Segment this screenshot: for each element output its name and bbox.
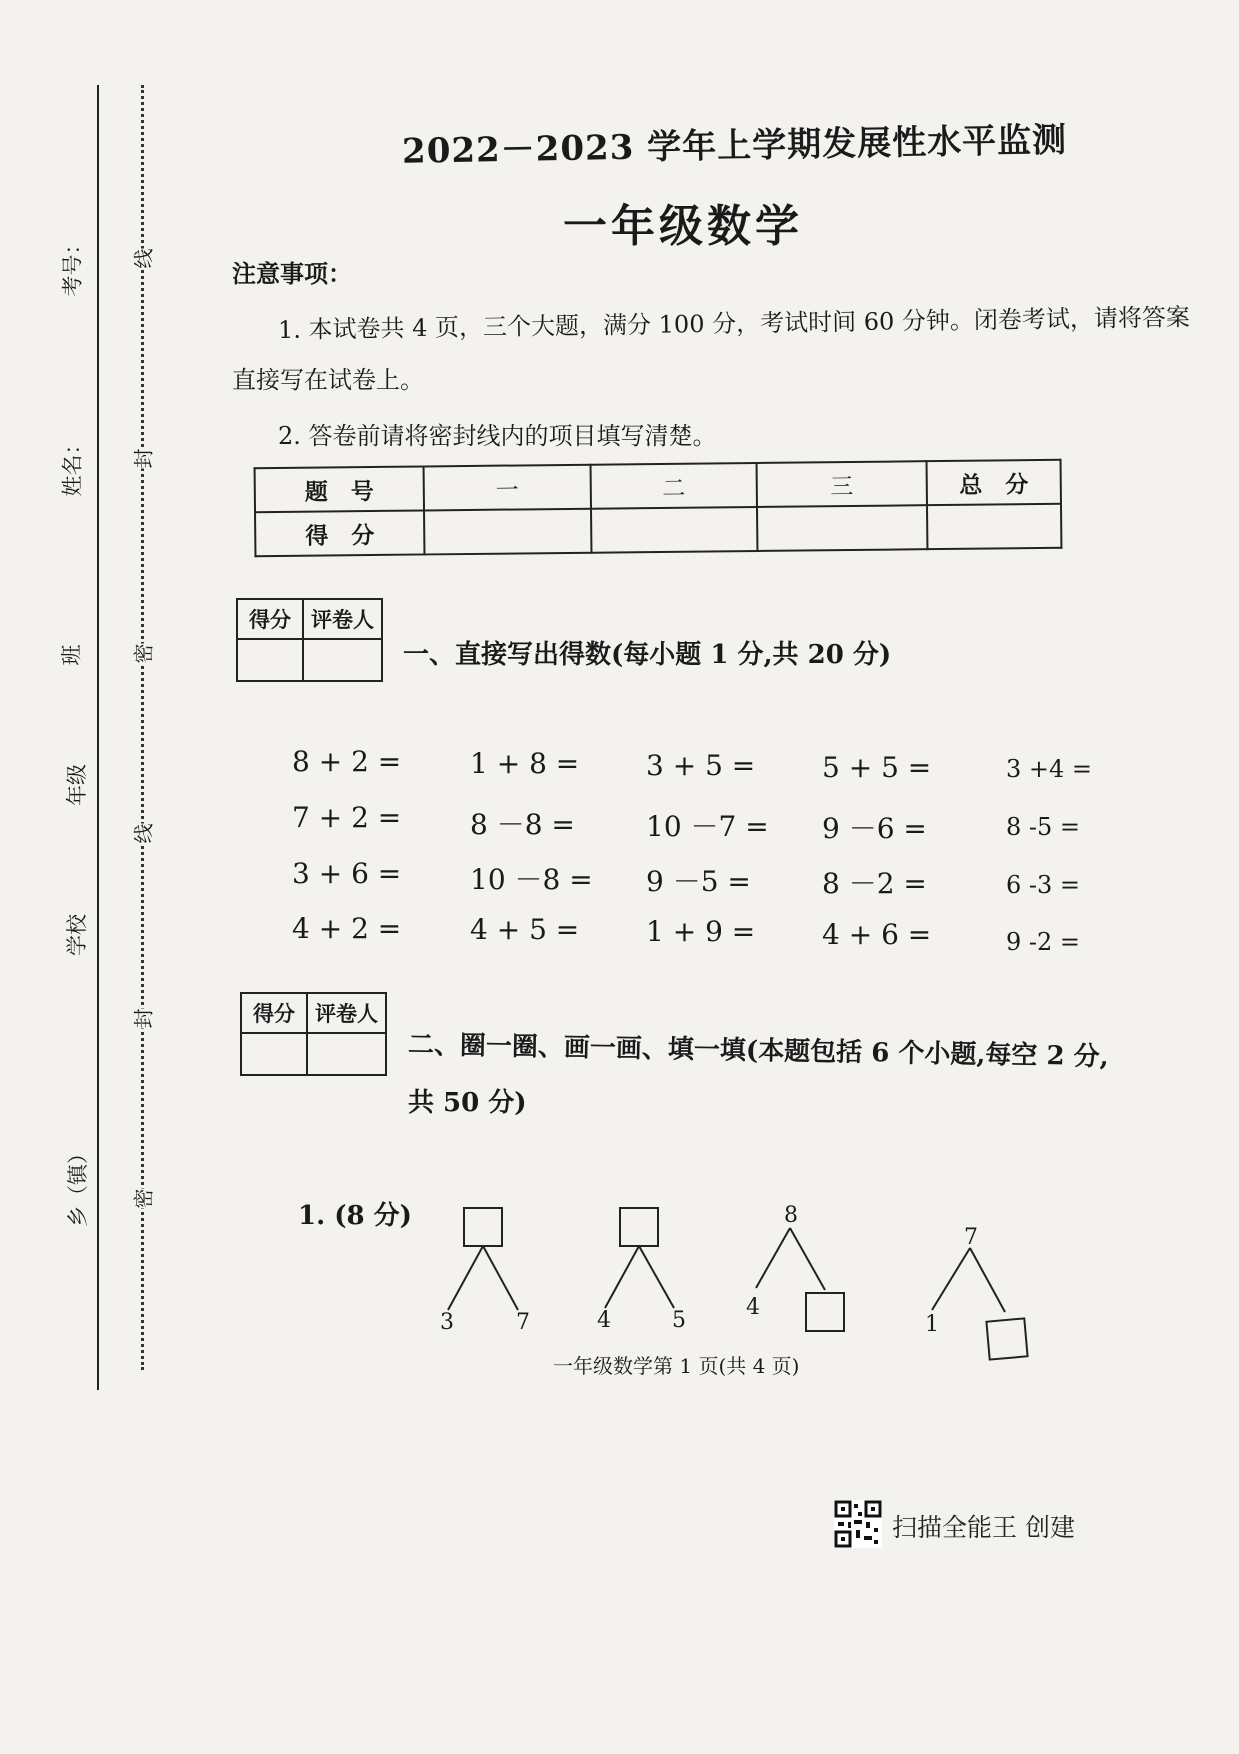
scanner-watermark: 扫描全能王 创建 bbox=[892, 1513, 1075, 1542]
notice-item1-line1: 1. 本试卷共 4 页，三个大题，满分 100 分，考试时间 60 分钟。闭卷考试，请将答案 bbox=[277, 303, 1191, 344]
score-cell-3[interactable] bbox=[757, 505, 927, 551]
equation: 3 +4 = bbox=[1006, 755, 1093, 783]
grader-score-label: 得分 bbox=[241, 993, 307, 1033]
equation: 8 -5 = bbox=[1006, 813, 1081, 841]
school-label: 学校 bbox=[65, 914, 89, 956]
town-label: 乡（镇） bbox=[66, 1143, 90, 1227]
bond-branch bbox=[605, 1246, 639, 1308]
equation: 4 + 2 = bbox=[292, 912, 402, 945]
seal-char-xian-1: 线 bbox=[124, 249, 161, 269]
equation: 8 －2 = bbox=[822, 867, 927, 900]
answer-box bbox=[620, 1208, 658, 1246]
section1-grader-box bbox=[236, 598, 383, 682]
grade-label: 年级 bbox=[65, 764, 89, 806]
equation: 1 + 9 = bbox=[646, 915, 756, 948]
answer-box bbox=[464, 1208, 502, 1246]
grader-score-label: 得分 bbox=[237, 599, 303, 639]
bond-top-number: 7 bbox=[964, 1225, 978, 1250]
equation: 10 －8 = bbox=[470, 863, 593, 896]
bond-left-number: 4 bbox=[597, 1308, 611, 1333]
equation: 10 －7 = bbox=[646, 810, 769, 843]
seal-char-feng-2: 封 bbox=[124, 1009, 161, 1029]
question1-label: 1. (8 分) bbox=[298, 1201, 412, 1231]
bond-top-number: 8 bbox=[784, 1203, 798, 1228]
bond-left-number: 1 bbox=[925, 1312, 939, 1337]
bond-left-number: 4 bbox=[746, 1295, 760, 1320]
grader-name-label: 评卷人 bbox=[303, 599, 382, 639]
score-table-header-1: 一 bbox=[424, 465, 591, 511]
margin-solid-line bbox=[97, 85, 99, 1390]
equation: 6 -3 = bbox=[1006, 871, 1081, 899]
grader-name-cell[interactable] bbox=[307, 1033, 386, 1075]
grader-score-cell[interactable] bbox=[241, 1033, 307, 1075]
seal-char-mi-2: 密 bbox=[124, 1189, 161, 1209]
section2-grader-box bbox=[240, 992, 387, 1076]
bond-branch bbox=[790, 1228, 825, 1290]
equation: 3 + 6 = bbox=[292, 857, 402, 890]
bond-branch bbox=[756, 1228, 790, 1288]
class-label: 班 bbox=[59, 644, 84, 666]
exam-number-label: 考号： bbox=[60, 233, 85, 297]
exam-title: 一年级数学 bbox=[563, 201, 803, 252]
score-table bbox=[254, 459, 1063, 557]
score-table-row-label: 得 分 bbox=[255, 510, 424, 556]
equation: 4 + 5 = bbox=[470, 913, 580, 946]
equation: 1 + 8 = bbox=[470, 747, 580, 780]
notice-item1-line2: 直接写在试卷上。 bbox=[232, 366, 424, 394]
bond-branch bbox=[483, 1246, 518, 1310]
equation: 9 -2 = bbox=[1006, 928, 1081, 956]
section1-title: 一、直接写出得数(每小题 1 分,共 20 分) bbox=[403, 640, 892, 670]
equation: 8 + 2 = bbox=[292, 745, 402, 778]
equation: 3 + 5 = bbox=[646, 749, 756, 782]
equation: 5 + 5 = bbox=[822, 751, 932, 784]
equation: 8 －8 = bbox=[470, 808, 575, 841]
exam-subtitle: 2022－2023 学年上学期发展性水平监测 bbox=[401, 120, 1068, 172]
bond-branch bbox=[448, 1246, 483, 1310]
equation: 4 + 6 = bbox=[822, 918, 932, 951]
qr-code-icon bbox=[834, 1500, 882, 1548]
score-table-header-total: 总 分 bbox=[927, 460, 1061, 505]
bond-branch bbox=[932, 1248, 970, 1310]
name-label: 姓名： bbox=[60, 433, 85, 497]
answer-box bbox=[806, 1293, 844, 1331]
notice-item2: 2. 答卷前请将密封线内的项目填写清楚。 bbox=[278, 422, 717, 450]
bond-left-number: 3 bbox=[440, 1310, 454, 1335]
score-cell-2[interactable] bbox=[591, 507, 757, 553]
score-table-header-3: 三 bbox=[757, 461, 927, 507]
score-cell-1[interactable] bbox=[424, 509, 591, 555]
notice-heading: 注意事项： bbox=[232, 259, 352, 288]
bond-branch bbox=[639, 1246, 674, 1308]
section2-title-line1: 二、圈一圈、画一画、填一填(本题包括 6 个小题,每空 2 分, bbox=[407, 1030, 1109, 1073]
page-footer: 一年级数学第 1 页(共 4 页) bbox=[553, 1354, 800, 1378]
grader-score-cell[interactable] bbox=[237, 639, 303, 681]
bond-right-number: 7 bbox=[516, 1310, 530, 1335]
bond-right-number: 5 bbox=[672, 1308, 686, 1333]
score-table-header-number: 题 号 bbox=[255, 466, 424, 512]
grader-name-label: 评卷人 bbox=[307, 993, 386, 1033]
bond-branch bbox=[970, 1248, 1005, 1312]
score-cell-total[interactable] bbox=[927, 504, 1061, 549]
margin-seal-line bbox=[141, 85, 144, 1370]
seal-char-xian-2: 线 bbox=[124, 824, 161, 844]
equation: 9 －6 = bbox=[822, 812, 927, 845]
equation: 7 + 2 = bbox=[292, 801, 402, 834]
seal-char-feng-1: 封 bbox=[124, 449, 161, 469]
score-table-header-2: 二 bbox=[591, 463, 757, 509]
seal-char-mi-1: 密 bbox=[124, 644, 161, 664]
equation: 9 －5 = bbox=[646, 865, 751, 898]
grader-name-cell[interactable] bbox=[303, 639, 382, 681]
section2-title-line2: 共 50 分) bbox=[408, 1088, 527, 1118]
answer-box bbox=[986, 1318, 1027, 1359]
